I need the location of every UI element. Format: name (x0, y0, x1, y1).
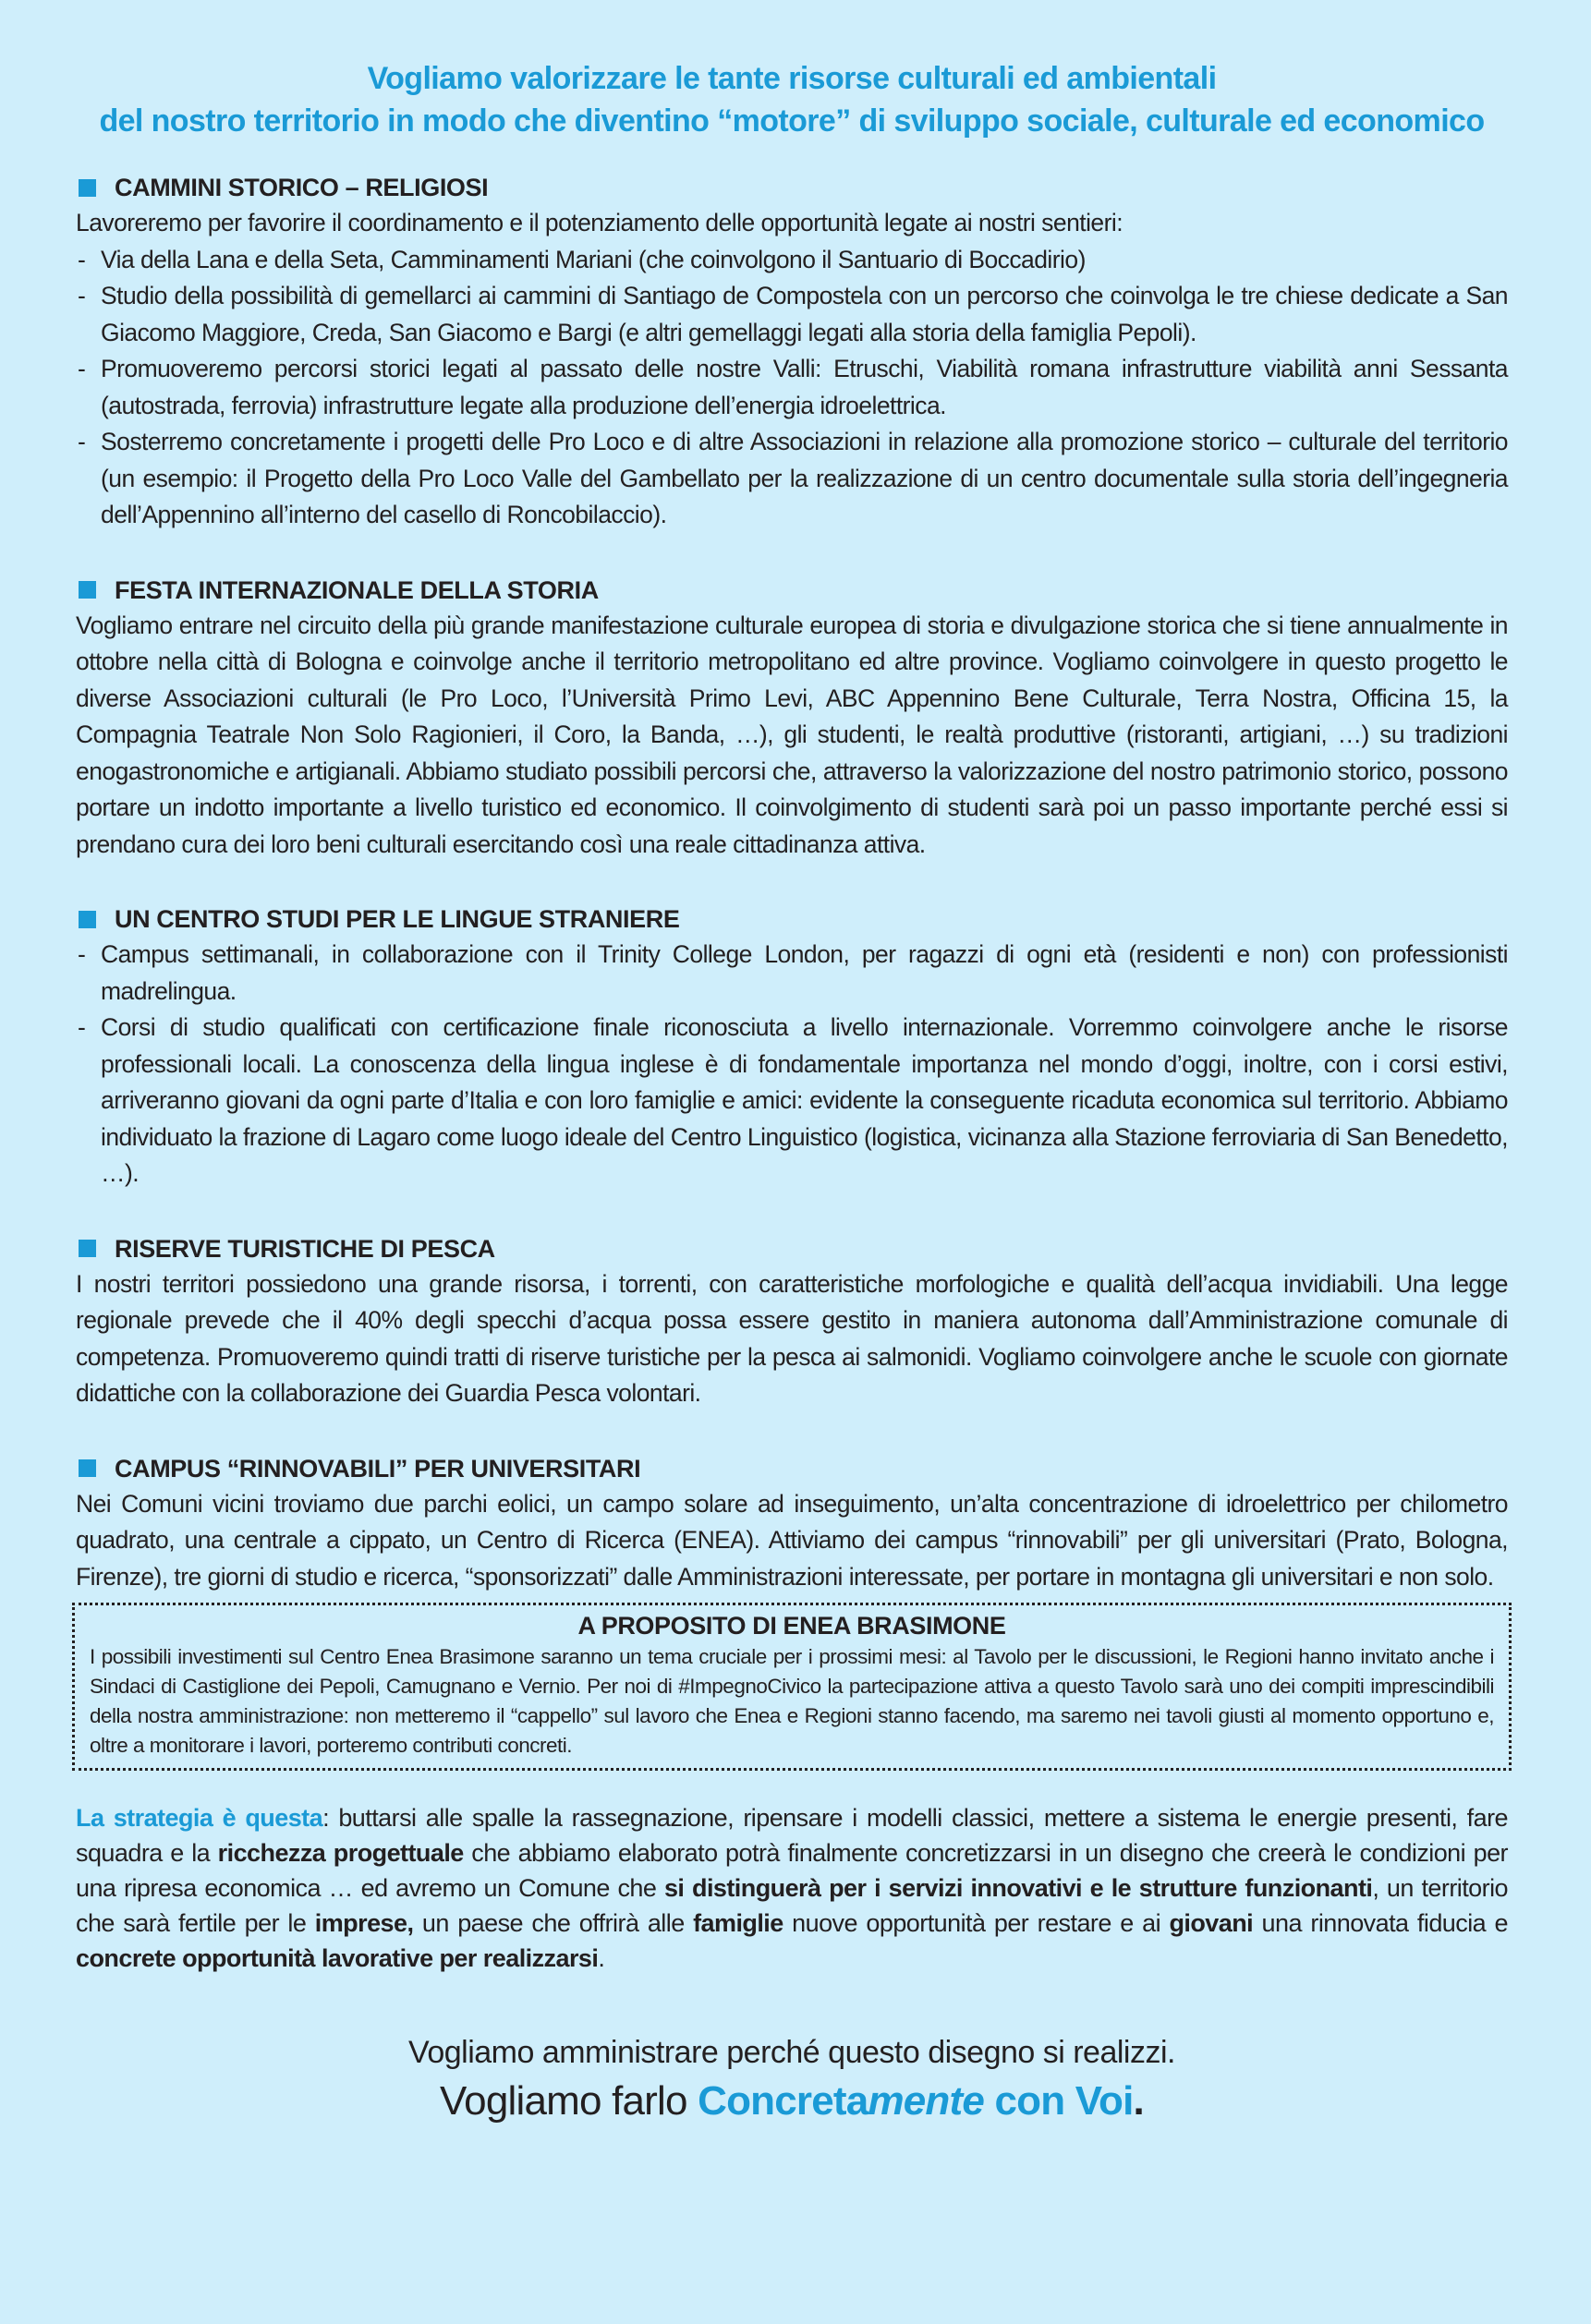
closing-dot: . (1133, 2078, 1144, 2124)
strategy-text: nuove opportunità per restare e ai (783, 1909, 1170, 1937)
strategy-text: un paese che offrirà alle (413, 1909, 694, 1937)
bullet-square-icon (79, 179, 96, 197)
list-item: - Sosterremo concretamente i progetti delle Pro Loco e di altre Associazioni in relazione alla promozione storico – culturale del territorio (un esempio: il Progetto della Pro Loco Valle del Gambellato per la realizzazione di un centro documentale sulla storia dell’ingegneria dell’Appennino all’interno del casello di Roncobilaccio). (76, 424, 1508, 534)
strategy-text: . (598, 1944, 605, 1972)
section-title (76, 573, 1508, 608)
section-text: I nostri territori possiedono una grande risorsa, i torrenti, con caratteristiche morfologiche e qualità dell’acqua invidiabili. Una legge regionale prevede che il 40% degli specchi d’acqua possa essere gestito in maniera autonoma dall’Amministrazione comunale di competenza. Promuoveremo quindi tratti di riserve turistiche per la pesca ai salmonidi. Vogliamo coinvolgere anche le scuole con giornate didattiche con la collaborazione dei Guardia Pesca volontari. (76, 1269, 1508, 1407)
list-item: - Campus settimanali, in collaborazione con il Trinity College London, per ragazzi di ogni età (residenti e non) con professionisti madrelingua. (76, 937, 1508, 1010)
section-title-text: CAMMINI STORICO – RELIGIOSI (115, 174, 489, 201)
dash-list (76, 242, 1508, 534)
bullet-square-icon (79, 1459, 96, 1477)
section-title-text: RISERVE TURISTICHE DI PESCA (115, 1234, 495, 1263)
strategy-paragraph (76, 1800, 1508, 1976)
section-title (76, 902, 1508, 937)
strategy-emphasis: famiglie (693, 1909, 783, 1937)
list-item: - Corsi di studio qualificati con certificazione finale riconosciuta a livello internazionale. Vorremmo coinvolgere anche le risorse professionali locali. La conoscenza della lingua inglese è di fondamentale importanza nel mondo d’oggi, inoltre, con i corsi estivi, arriveranno giovani da ogni parte d’Italia e con loro famiglie e amici: evidente la conseguente ricaduta economica sul territorio. Abbiamo individuato la frazione di Lagaro come luogo ideale del Centro Linguistico (logistica, vicinanza alla Stazione ferroviaria di San Benedetto, …). (76, 1010, 1508, 1192)
section-title (76, 170, 1508, 205)
strategy-text: : buttarsi alle spalle la rassegnazione, ripensare i modelli classici, mettere a sistema le energie presenti, fare squadra e la (76, 1804, 1508, 1867)
section-intro: Lavoreremo per favorire il coordinamento e il potenziamento delle opportunità legate ai nostri sentieri: (76, 209, 1123, 236)
strategy-emphasis: ricchezza progettuale (217, 1839, 464, 1867)
closing-text: Vogliamo farlo (440, 2078, 698, 2124)
section-lingue (76, 902, 1508, 1192)
headline-line-1: Vogliamo valorizzare le tante risorse culturali ed ambientali (367, 61, 1217, 96)
closing-brand: con Voi (984, 2078, 1134, 2124)
strategy-text: , un territorio che sarà fertile per le (76, 1874, 1508, 1937)
closing-line-1: Vogliamo amministrare perché questo disegno si realizzi. (408, 2035, 1175, 2070)
document-page (76, 57, 1508, 2129)
section-text: Nei Comuni vicini troviamo due parchi eolici, un campo solare ad inseguimento, un’alta concentrazione di idroelettrico per chilometro quadrato, una centrale a cippato, un Centro di Ricerca (ENEA). Attiviamo dei campus “rinnovabili” per gli universitari (Prato, Bologna, Firenze), tre giorni di studio e ricerca, “sponsorizzati” dalle Amministrazioni interessate, per portare in montagna gli universitari e non solo. (76, 1489, 1508, 1591)
strategy-text: che abbiamo elaborato potrà finalmente concretizzarsi in un disegno che creerà le condizioni per una ripresa economica … ed avremo un Comune che (76, 1839, 1508, 1902)
closing-line-2 (76, 2074, 1508, 2129)
closing-brand: Concreta (698, 2078, 868, 2124)
strategy-lead: La strategia è questa (76, 1804, 323, 1832)
list-item: - Studio della possibilità di gemellarci ai cammini di Santiago de Compostela con un percorso che coinvolga le tre chiese dedicate a San Giacomo Maggiore, Creda, San Giacomo e Bargi (e altri gemellaggi legati alla storia della famiglia Pepoli). (76, 278, 1508, 351)
closing-brand-italic: mente (868, 2078, 985, 2124)
list-item: - Promuoveremo percorsi storici legati al passato delle nostre Valli: Etruschi, Viabilità romana infrastrutture viabilità anni Sessanta (autostrada, ferrovia) infrastrutture legate alla produzione dell’energia idroelettrica. (76, 351, 1508, 424)
closing (76, 2031, 1508, 2129)
dash-list (76, 937, 1508, 1192)
enea-box (72, 1603, 1512, 1771)
section-festa (76, 573, 1508, 864)
box-text: I possibili investimenti sul Centro Enea Brasimone saranno un tema cruciale per i prossimi mesi: al Tavolo per le discussioni, le Regioni hanno invitato anche i Sindaci di Castiglione dei Pepoli, Camugnano e Vernio. Per noi di #ImpegnoCivico la partecipazione attiva a questo Tavolo sarà uno dei compiti imprescindibili della nostra amministrazione: non metteremo il “cappello” sul lavoro che Enea e Regioni stanno facendo, ma saremo nei tavoli giusti al momento opportuno e, oltre a monitorare i lavori, porteremo contributi concreti. (90, 1645, 1494, 1757)
headline-line-2: del nostro territorio in modo che diventino “motore” di sviluppo sociale, culturale ed economico (99, 103, 1485, 139)
section-text: Vogliamo entrare nel circuito della più grande manifestazione culturale europea di storia e divulgazione storica che si tiene annualmente in ottobre nella città di Bologna e coinvolge anche il territorio metropolitano ed altre province. Vogliamo coinvolgere in questo progetto le diverse Associazioni culturali (le Pro Loco, l’Università Primo Levi, ABC Appennino Bene Culturale, Terra Nostra, Officina 15, la Compagnia Teatrale Non Solo Ragionieri, il Coro, la Banda, …), gli studenti, le realtà produttive (ristoranti, artigiani, …) su tradizioni enogastronomiche e artigianali. Abbiamo studiato possibili percorsi che, attraverso la valorizzazione del nostro patrimonio storico, possono portare un indotto importante a livello turistico ed economico. Il coinvolgimento di studenti sarà poi un passo importante perché essi si prendano cura dei loro beni culturali esercitando così una reale cittadinanza attiva. (76, 611, 1508, 858)
section-title (76, 1231, 1508, 1266)
strategy-emphasis: concrete opportunità lavorative per realizzarsi (76, 1944, 599, 1972)
section-campus (76, 1451, 1508, 1596)
strategy-emphasis: giovani (1169, 1909, 1254, 1937)
headline (76, 57, 1508, 142)
section-pesca (76, 1231, 1508, 1412)
bullet-square-icon (79, 911, 96, 928)
section-title-text: UN CENTRO STUDI PER LE LINGUE STRANIERE (115, 905, 680, 933)
section-cammini (76, 170, 1508, 534)
box-title: A PROPOSITO DI ENEA BRASIMONE (577, 1612, 1006, 1640)
section-title-text: FESTA INTERNAZIONALE DELLA STORIA (115, 575, 599, 604)
strategy-text: una rinnovata fiducia e (1253, 1909, 1508, 1937)
strategy-emphasis: imprese, (314, 1909, 414, 1937)
strategy-emphasis: si distinguerà per i servizi innovativi e le strutture funzionanti (663, 1874, 1373, 1902)
bullet-square-icon (79, 1240, 96, 1257)
section-title-text: CAMPUS “RINNOVABILI” PER UNIVERSITARI (115, 1454, 641, 1483)
bullet-square-icon (79, 581, 96, 599)
section-title (76, 1451, 1508, 1486)
list-item: - Via della Lana e della Seta, Camminamenti Mariani (che coinvolgono il Santuario di Boccadirio) (76, 242, 1508, 279)
